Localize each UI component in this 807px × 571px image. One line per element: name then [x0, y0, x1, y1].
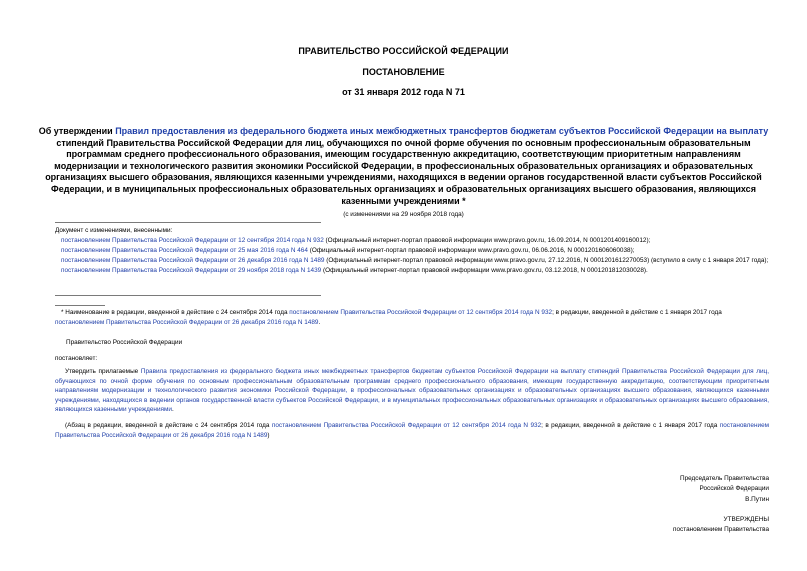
doc-change-source: (Официальный интернет-портал правовой информации www.pravo.gov.ru, 16.09.2014, N 0001201409160012); — [323, 237, 651, 244]
doc-change-link-932[interactable]: постановлением Правительства Российской Федерации от 12 сентября 2014 года N 932 — [61, 237, 324, 244]
approved-title: УТВЕРЖДЕНЫ — [723, 516, 769, 523]
doc-change-source: (Официальный интернет-портал правовой информации www.pravo.gov.ru, 06.06.2016, N 0001201606060038); — [307, 247, 635, 254]
title-rest: стипендий Правительства Российской Федерации для лиц, обучающихся по очной форме обучения по основным профессиональным образовательным программам среднего профессионального образования, имеющим государственную аккредитацию, соответствующим приоритетным направлениям модернизации и технологического развития экономики Российской Федерации, в профессиональных образовательных организациях и образовательных организациях высшего образования, являющихся казенными учреждениями, находящихся в ведении органов государственной власти субъектов Российской Федерации, и в муниципальных профессиональных образовательных организациях и образовательных организациях высшего образования, являющихся казенными учреждениями * — [45, 137, 762, 206]
doc-changes-intro: Документ с изменениями, внесенными: — [55, 227, 173, 234]
main-paragraph — [55, 367, 769, 415]
doc-change-item — [55, 246, 770, 256]
header-date-number: от 31 января 2012 года N 71 — [342, 87, 465, 97]
divider-middle — [55, 295, 321, 296]
doc-change-item — [55, 256, 770, 266]
footnote-text: . — [318, 319, 321, 326]
footnote — [55, 308, 770, 328]
paragraph-text: Утвердить прилагаемые — [65, 368, 141, 375]
note-text: ) — [267, 431, 270, 439]
footnote-divider — [55, 305, 105, 306]
title-prefix: Об утверждении — [38, 126, 116, 136]
divider-top — [55, 222, 321, 223]
note-text: (Абзац в редакции, введенной в действие с 24 сентября 2014 года — [65, 422, 272, 429]
note-link-932[interactable]: постановлением Правительства Российской Федерации от 12 сентября 2014 года N 932 — [271, 422, 542, 429]
footnote-text: * Наименование в редакции, введенной в действие с 24 сентября 2014 года — [61, 309, 290, 316]
footnote-link-932[interactable]: постановлением Правительства Российской Федерации от 12 сентября 2014 года N 932 — [289, 309, 553, 316]
paragraph-text: . — [171, 406, 174, 414]
note-link-1489[interactable]: постановлением Правительства Российской Федерации от 26 декабря 2016 года N 1489 — [55, 422, 770, 439]
document-title — [36, 126, 771, 207]
doc-change-source: (Официальный интернет-портал правовой информации www.pravo.gov.ru, 03.12.2018, N 0001201812030028). — [321, 267, 648, 274]
signature-block — [680, 474, 769, 505]
doc-change-item — [55, 266, 770, 276]
doc-change-source: (Официальный интернет-портал правовой информации www.pravo.gov.ru, 27.12.2016, N 0001201612270053) (вступило в силу с 1 января 2017 года); — [324, 257, 769, 264]
doc-change-link-1439[interactable]: постановлением Правительства Российской Федерации от 29 ноября 2018 года N 1439 — [61, 267, 322, 274]
doc-change-link-1489[interactable]: постановлением Правительства Российской Федерации от 26 декабря 2016 года N 1489 — [61, 257, 325, 264]
decree-word: постановляет: — [55, 355, 98, 362]
header-org: ПРАВИТЕЛЬСТВО РОССИЙСКОЙ ФЕДЕРАЦИИ — [298, 46, 509, 56]
note-text: ; в редакции, введенной в действие с 1 января 2017 года — [541, 422, 720, 429]
title-rules-link[interactable]: Правил предоставления из федерального бюджета иных межбюджетных трансфертов бюджетам субъектов Российской Федерации на выплату — [115, 126, 769, 136]
doc-change-item — [55, 236, 770, 246]
approved-subtitle: постановлением Правительства — [673, 526, 769, 534]
signature-position: Председатель Правительства — [680, 475, 769, 482]
paragraph-note — [55, 421, 769, 440]
signature-country: Российской Федерации — [699, 485, 769, 493]
doc-change-link-464[interactable]: постановлением Правительства Российской Федерации от 25 мая 2016 года N 464 — [61, 247, 308, 254]
footnote-link-1489[interactable]: постановлением Правительства Российской Федерации от 26 декабря 2016 года N 1489 — [55, 319, 319, 326]
header-doc-type: ПОСТАНОВЛЕНИЕ — [362, 67, 445, 77]
signature-name: В.Путин — [745, 495, 769, 503]
changes-date: (с изменениями на 29 ноября 2018 года) — [343, 211, 464, 218]
government-line: Правительство Российской Федерации — [66, 339, 183, 346]
approved-block — [673, 515, 769, 536]
footnote-text: ; в редакции, введенной в действие с 1 января 2017 года — [552, 309, 722, 316]
doc-changes-block — [55, 226, 770, 276]
paragraph-rules-link[interactable]: Правила предоставления из федерального бюджета иных межбюджетных трансфертов бюджетам субъектов Российской Федерации на выплату стипендий Правительства Российской Федерации для лиц, обучающихся по очной форме обучения по основным профессиональным образовательным программам среднего профессионального образования, имеющим государственную аккредитацию, соответствующим приоритетным направлениям модернизации и технологического развития экономики Российской Федерации, в профессиональных образовательных организациях и образовательных организациях высшего образования, являющихся казенными учреждениями, находящихся в ведении органов государственной власти субъектов Российской Федерации, и в муниципальных профессиональных образовательных организациях и образовательных организациях высшего образования, являющихся казенными учреждениями — [55, 368, 769, 414]
